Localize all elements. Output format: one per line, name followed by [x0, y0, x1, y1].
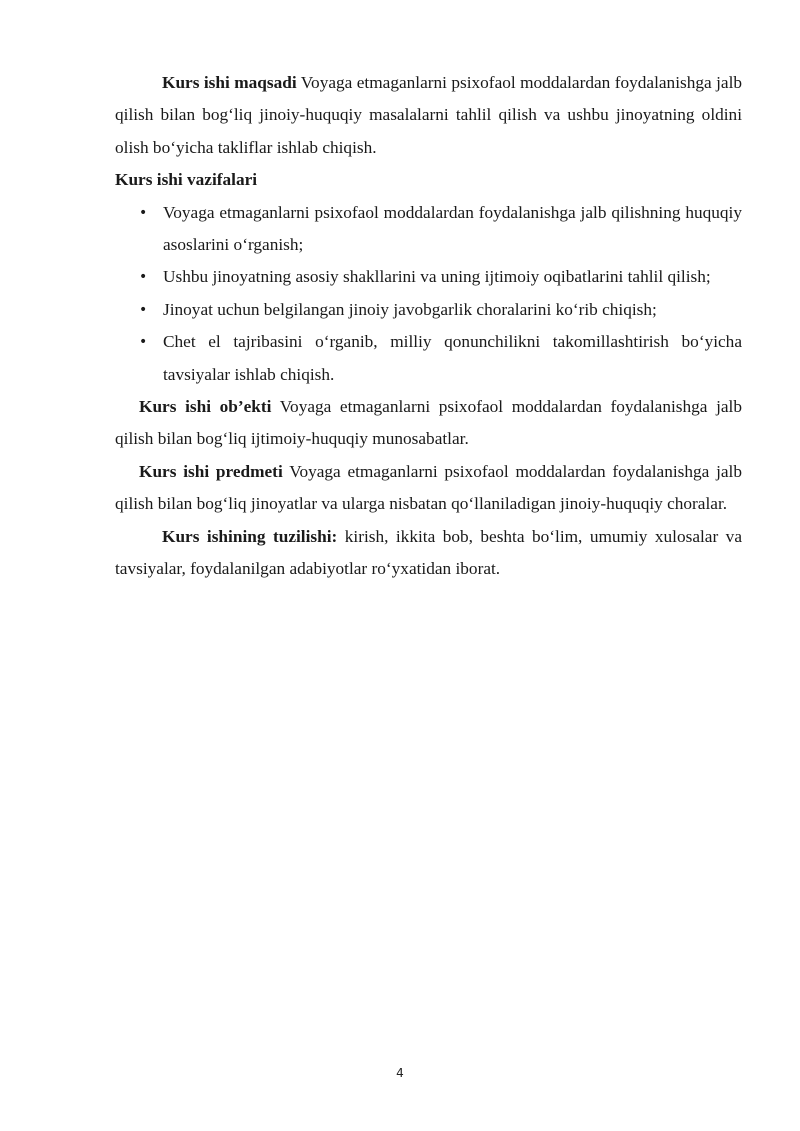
paragraph-maqsad — [115, 67, 742, 164]
bullet-icon: • — [139, 301, 148, 318]
label-maqsad: Kurs ishi maqsadi — [162, 73, 297, 92]
text-predmet: Voyaga etmaganlarni psixofaol moddalardan foydalanishga jalb qilish bilan bog‘liq jinoyatlar va ularga nisbatan qo‘llaniladigan jinoiy-huquqiy choralar. — [115, 461, 742, 514]
list-item — [115, 294, 742, 326]
list-item — [115, 261, 742, 293]
label-obekt: Kurs ishi ob’ekti — [139, 397, 272, 417]
text-maqsad: Voyaga etmaganlarni psixofaol moddalardan foydalanishga jalb qilish bilan bog‘liq jinoiy-huquqiy masalalarni tahlil qilish va ushbu jinoyatning oldini olish bo‘yicha takliflar ishlab chiqish. — [115, 73, 743, 157]
paragraph-tuzilish — [115, 521, 742, 586]
label-predmet: Kurs ishi predmeti — [139, 461, 283, 481]
bullet-icon: • — [139, 334, 148, 351]
list-item-text: Jinoyat uchun belgilangan jinoiy javobgarlik choralarini ko‘rib chiqish; — [163, 299, 657, 319]
bullet-icon: • — [139, 204, 148, 221]
document-body — [115, 67, 742, 586]
text-obekt: Voyaga etmaganlarni psixofaol moddalardan foydalanishga jalb qilish bilan bog‘liq ijtimoiy-huquqiy munosabatlar. — [115, 397, 742, 449]
paragraph-predmet — [115, 456, 742, 521]
list-item — [115, 326, 742, 391]
page-number: 4 — [396, 1066, 404, 1080]
paragraph-obekt — [115, 391, 742, 456]
heading-vazifalar: Kurs ishi vazifalari — [115, 170, 258, 190]
tasks-list — [115, 197, 742, 391]
label-tuzilish: Kurs ishining tuzilishi: — [162, 526, 338, 546]
list-item-text: Chet el tajribasini o‘rganib, milliy qonunchilikni takomillashtirish bo‘yicha tavsiyalar ishlab chiqish. — [163, 332, 742, 384]
bullet-icon: • — [139, 269, 148, 286]
list-item — [115, 197, 742, 262]
list-item-text: Voyaga etmaganlarni psixofaol moddalardan foydalanishga jalb qilishning huquqiy asoslarini o‘rganish; — [163, 202, 742, 255]
text-tuzilish: kirish, ikkita bob, beshta bo‘lim, umumiy xulosalar va tavsiyalar, foydalanilgan adabiyotlar ro‘yxatidan iborat. — [115, 526, 742, 579]
list-item-text: Ushbu jinoyatning asosiy shakllarini va uning ijtimoiy oqibatlarini tahlil qilish; — [163, 267, 711, 287]
